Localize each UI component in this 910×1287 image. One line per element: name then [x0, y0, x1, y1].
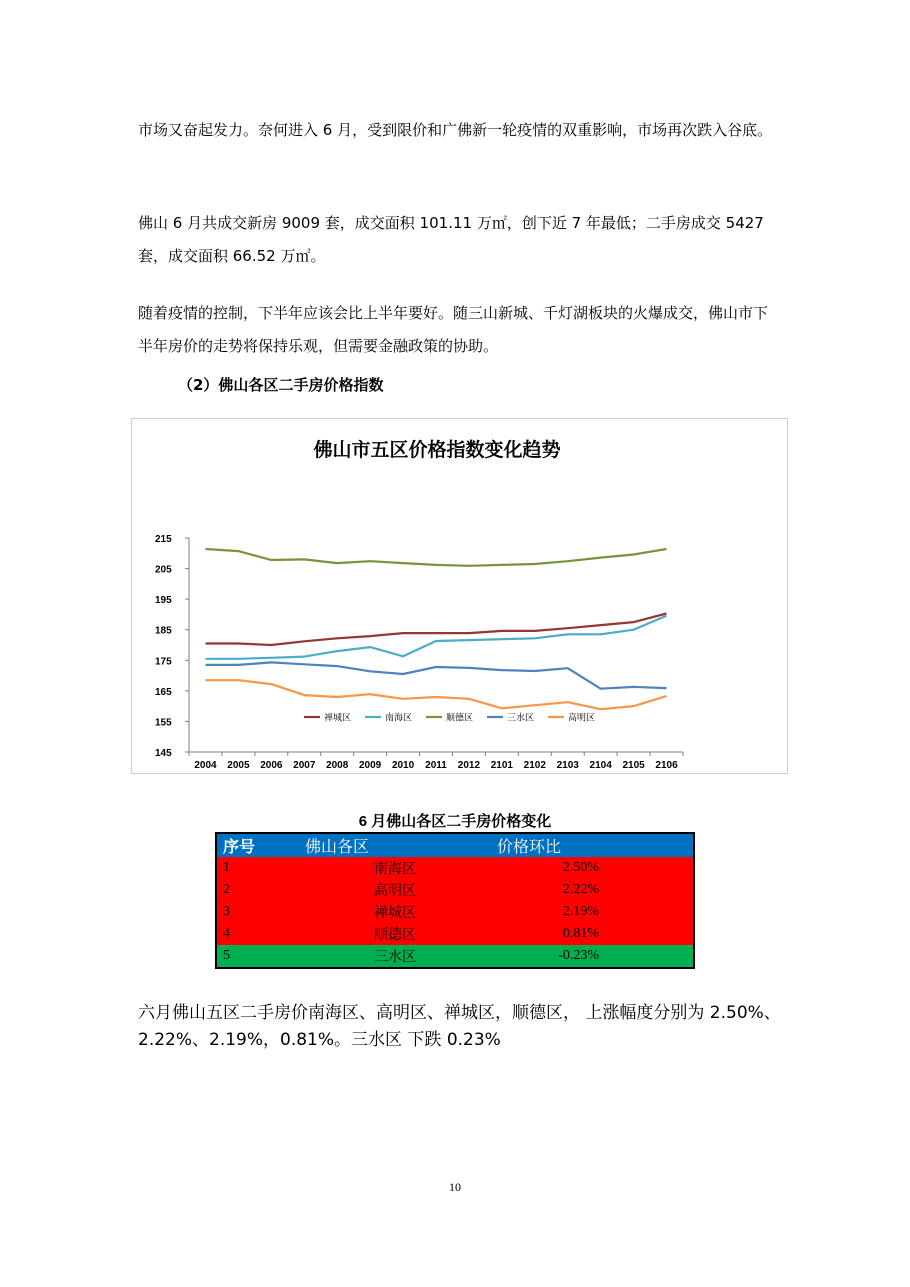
row-change: 2.50%: [562, 860, 599, 875]
row-change: 2.19%: [562, 904, 599, 919]
row-district: 三水区: [374, 950, 416, 965]
y-tick-label: 145: [155, 748, 172, 759]
series-line: [206, 549, 667, 566]
table-title: 6 月佛山各区二手房价格变化: [358, 813, 552, 830]
paragraph-3: 随着疫情的控制，下半年应该会比上半年要好。随三山新城、千灯湖板块的火爆成交，佛山市下半年房价的走势将保持乐观，但需要金融政策的协助。: [138, 304, 769, 355]
row-no: 3: [223, 904, 230, 919]
series-line: [206, 616, 667, 659]
x-tick-label: 2101: [490, 760, 513, 771]
y-tick-label: 195: [155, 595, 172, 607]
legend-label: 顺德区: [446, 712, 474, 723]
x-tick-label: 2012: [457, 760, 481, 771]
y-tick-label: 165: [155, 686, 172, 698]
table-row: [216, 857, 694, 879]
x-tick-label: 2104: [589, 760, 612, 771]
x-tick-label: 2007: [293, 760, 316, 771]
header-district: 佛山各区: [299, 833, 491, 857]
price-change-table: [215, 832, 695, 969]
x-tick-label: 2009: [359, 760, 382, 771]
y-tick-label: 185: [155, 625, 172, 637]
x-tick-label: 2010: [391, 760, 415, 771]
legend-label: 三水区: [507, 712, 535, 723]
series-line: [206, 680, 667, 709]
legend-label: 禅城区: [324, 712, 352, 723]
summary-text: 六月佛山五区二手房价南海区、高明区、禅城区，顺德区， 上涨幅度分别为 2.50%、2.22%、2.19%，0.81%。三水区 下跌 0.23%: [138, 1003, 781, 1050]
x-tick-label: 2105: [622, 760, 645, 771]
row-change: 2.22%: [562, 882, 599, 897]
y-tick-label: 155: [155, 717, 172, 729]
header-no: 序号: [216, 833, 299, 857]
table-row: [216, 879, 694, 901]
row-change: 0.81%: [562, 926, 599, 941]
paragraph-2: 佛山 6 月共成交新房 9009 套，成交面积 101.11 万㎡，创下近 7 年最低；二手房成交 5427 套，成交面积 66.52 万㎡。: [138, 214, 764, 265]
x-tick-label: 2102: [523, 760, 546, 771]
paragraph-1: 市场又奋起发力。奈何进入 6 月，受到限价和广佛新一轮疫情的双重影响，市场再次跌入谷底。: [138, 121, 773, 139]
row-district: 禅城区: [374, 906, 416, 921]
table-row: [216, 945, 694, 968]
table-header-row: [216, 833, 694, 857]
x-tick-label: 2005: [227, 760, 250, 771]
table-row: [216, 923, 694, 945]
chart-frame: [131, 418, 788, 774]
x-tick-label: 2011: [425, 760, 447, 771]
page-number: 10: [449, 1180, 461, 1194]
row-no: 2: [223, 882, 230, 897]
chart-title: 佛山市五区价格指数变化趋势: [313, 439, 561, 461]
section-title: （2）佛山各区二手房价格指数: [178, 376, 384, 394]
x-tick-label: 2004: [194, 760, 217, 771]
row-change: -0.23%: [558, 948, 599, 963]
y-tick-label: 215: [155, 534, 172, 545]
legend-label: 南海区: [385, 712, 413, 723]
row-no: 1: [223, 860, 230, 875]
y-tick-label: 205: [155, 564, 172, 576]
x-tick-label: 2106: [655, 760, 678, 771]
row-district: 高明区: [374, 884, 416, 899]
row-district: 顺德区: [374, 928, 416, 943]
row-district: 南海区: [374, 862, 416, 877]
row-no: 4: [223, 926, 230, 941]
x-tick-label: 2006: [260, 760, 283, 771]
table-row: [216, 901, 694, 923]
price-index-chart: [132, 419, 787, 773]
row-no: 5: [223, 948, 230, 963]
y-tick-label: 175: [155, 656, 172, 668]
header-change: 价格环比: [491, 833, 694, 857]
x-tick-label: 2008: [326, 760, 349, 771]
legend-label: 高明区: [568, 712, 596, 723]
x-tick-label: 2103: [556, 760, 579, 771]
